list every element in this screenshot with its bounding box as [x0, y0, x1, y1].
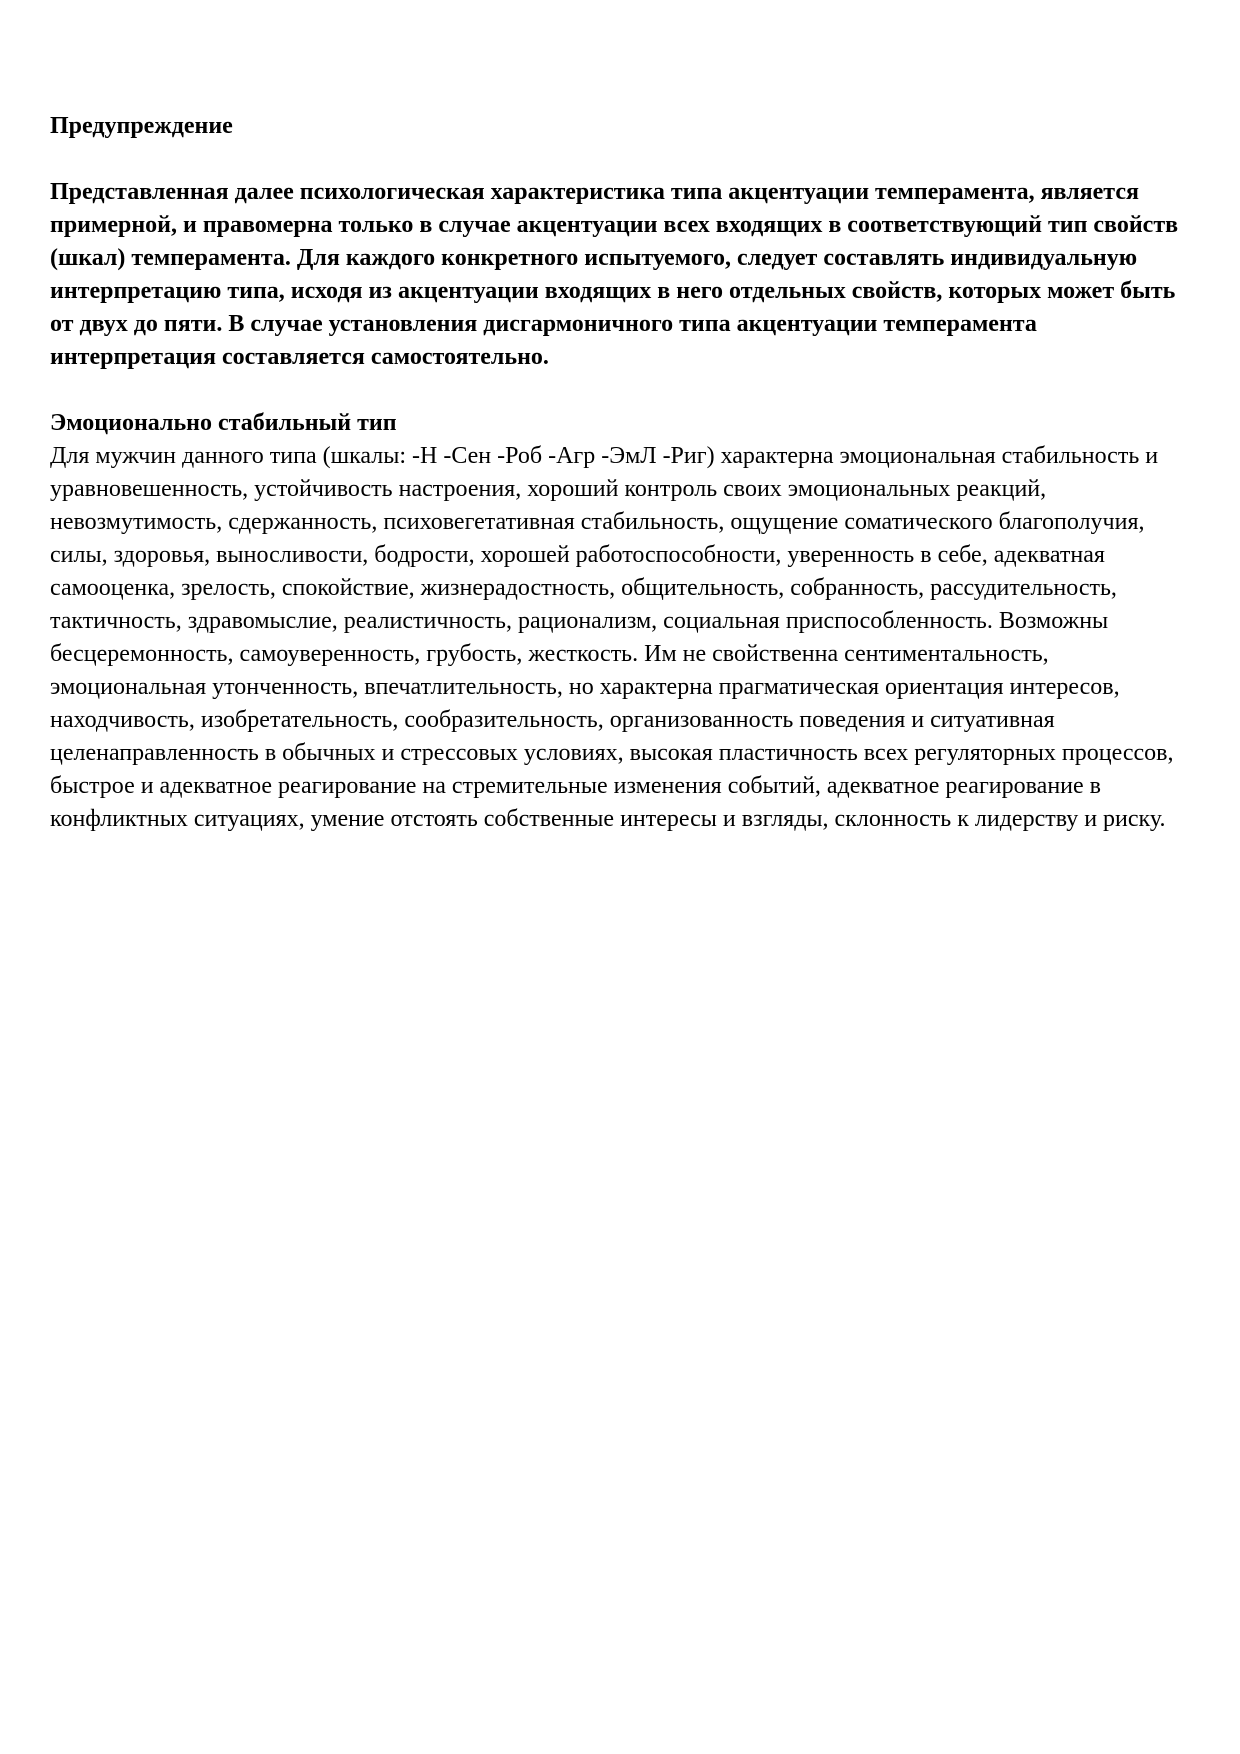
section-heading: Эмоционально стабильный тип — [50, 410, 397, 436]
warning-paragraph: Представленная далее психологическая характеристика типа акцентуации темперамента, является примерной, и правомерна только в случае акцентуации всех входящих в соответствующий тип свойств (шкал) темперамента. Для каждого конкретного испытуемого, следует составлять индивидуальную интерпретацию типа, исходя из акцентуации входящих в него отдельных свойств, которых может быть от двух до пяти. В случае установления дисгармоничного типа акцентуации темперамента интерпретация составляется самостоятельно. — [50, 179, 1179, 370]
document-page — [50, 110, 1198, 836]
section-paragraph: Для мужчин данного типа (шкалы: -Н -Сен -Роб -Агр -ЭмЛ -Риг) характерна эмоциональная стабильность и уравновешенность, устойчивость настроения, хороший контроль своих эмоциональных реакций, невозмутимость, сдержанность, психовегетативная стабильность, ощущение соматического благополучия, силы, здоровья, выносливости, бодрости, хорошей работоспособности, уверенность в себе, адекватная самооценка, зрелость, спокойствие, жизнерадостность, общительность, собранность, рассудительность, тактичность, здравомыслие, реалистичность, рационализм, социальная приспособленность. Возможны бесцеремонность, самоуверенность, грубость, жесткость. Им не свойственна сентиментальность, эмоциональная утонченность, впечатлительность, но характерна прагматическая ориентация интересов, находчивость, изобретательность, сообразительность, организованность поведения и ситуативная целенаправленность в обычных и стрессовых условиях, высокая пластичность всех регуляторных процессов, быстрое и адекватное реагирование на стремительные изменения событий, адекватное реагирование в конфликтных ситуациях, умение отстоять собственные интересы и взгляды, склонность к лидерству и риску. — [50, 443, 1174, 832]
warning-heading: Предупреждение — [50, 113, 233, 139]
